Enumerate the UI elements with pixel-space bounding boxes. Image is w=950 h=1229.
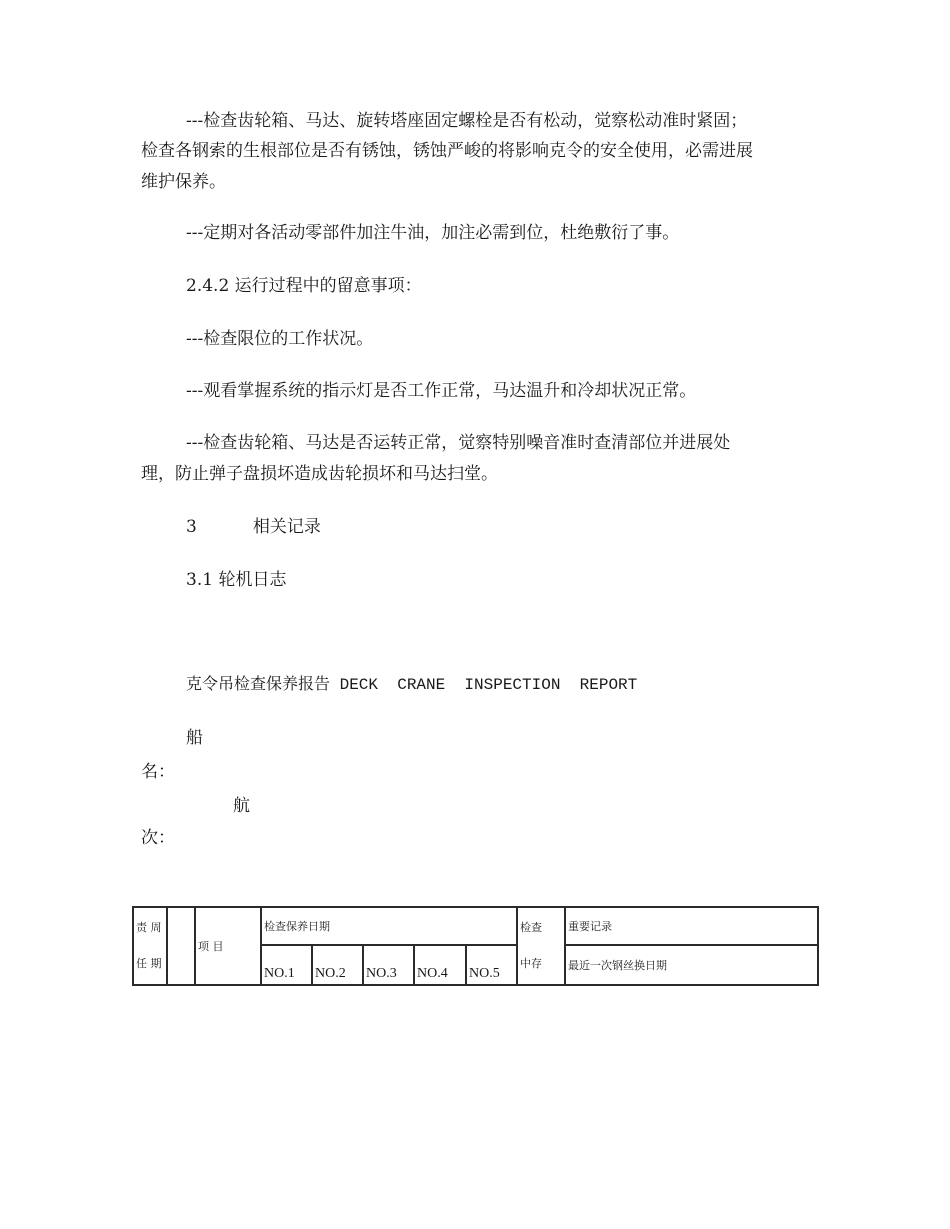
body-paragraph-1-line-1: ---检查齿轮箱、马达、旋转塔座固定螺栓是否有松动，觉察松动准时紧固； (186, 111, 748, 131)
col1-top-label: 责 周 (136, 921, 162, 934)
body-paragraph-3: ---检查限位的工作状况。 (186, 329, 374, 349)
body-paragraph-5-line-1: ---检查齿轮箱、马达是否运转正常，觉察特别噪音准时查清部位并进展处 (186, 433, 731, 453)
body-paragraph-1-line-3: 维护保养。 (141, 172, 226, 192)
no-1-header: NO.1 (261, 945, 312, 985)
report-title: 克令吊检查保养报告 DECK CRANE INSPECTION REPORT (186, 676, 638, 694)
check-status-cell (517, 907, 565, 985)
body-paragraph-4: ---观看掌握系统的指示灯是否工作正常，马达温升和冷却状况正常。 (186, 381, 697, 401)
check-top-label: 检查 (520, 921, 543, 934)
no-2-header: NO.2 (312, 945, 363, 985)
blank-cell (167, 907, 195, 985)
no-5-header: NO.5 (466, 945, 517, 985)
body-paragraph-5-line-2: 理，防止弹子盘损坏造成齿轮损坏和马达扫堂。 (141, 464, 498, 484)
check-bottom-label: 中存 (520, 957, 543, 970)
body-paragraph-2: ---定期对各活动零部件加注牛油，加注必需到位，杜绝敷衍了事。 (186, 223, 680, 243)
section-3-title: 相关记录 (252, 517, 321, 537)
inspection-date-header: 检查保养日期 (261, 907, 517, 945)
item-header-cell: 项 目 (195, 907, 261, 985)
voyage-label-char-1: 航 (233, 796, 250, 816)
responsibility-period-cell (133, 907, 167, 985)
no-4-header: NO.4 (414, 945, 466, 985)
body-paragraph-1-line-2: 检查各钢索的生根部位是否有锈蚀，锈蚀严峻的将影响克令的安全使用，必需进展 (141, 141, 753, 161)
ship-name-label-char-1: 船 (186, 728, 203, 748)
heading-2-4-2: 2.4.2 运行过程中的留意事项： (186, 276, 422, 296)
no-3-header: NO.3 (363, 945, 414, 985)
voyage-label-char-2: 次： (141, 828, 175, 848)
section-3-heading (186, 510, 321, 544)
ship-name-label-char-2: 名： (141, 762, 175, 782)
section-3-number: 3 (186, 517, 197, 537)
last-wire-change-date-header: 最近一次钢丝换日期 (565, 945, 818, 985)
inspection-report-table (132, 906, 819, 986)
table-header-row-1 (133, 907, 818, 945)
important-record-header: 重要记录 (565, 907, 818, 945)
item-3-1: 3.1 轮机日志 (186, 570, 287, 590)
col1-bottom-label: 任 期 (136, 957, 162, 970)
